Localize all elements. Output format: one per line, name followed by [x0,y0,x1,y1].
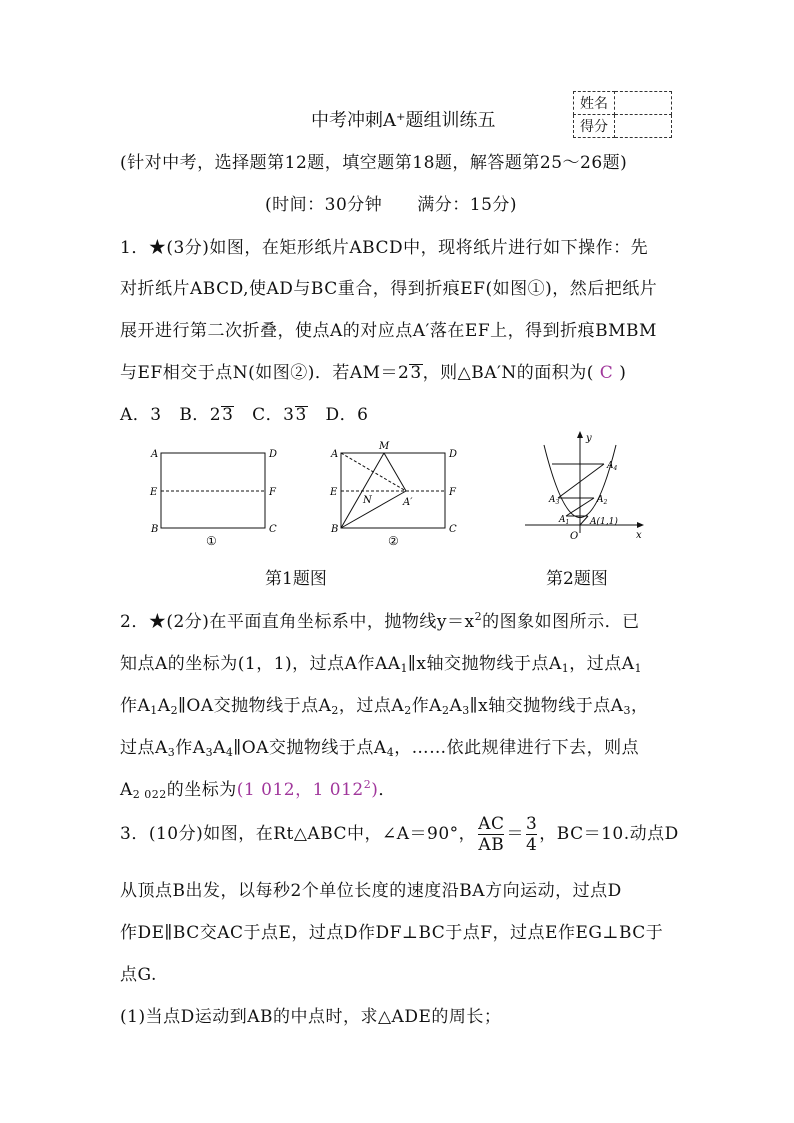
option-b: B．23 [179,405,234,425]
figures [140,425,660,560]
option-a: A．3 [120,405,162,425]
q2-line2: 知点A的坐标为(1，1)，过点A作$AA_1\parallel x$轴交抛物线于点$A_1$，过点$A_1$ [120,654,643,675]
name-score-box [573,91,672,138]
q2-caption: 第2题图 [546,569,608,589]
svg-text:E: E [150,487,158,498]
svg-text:A2: $A_2$ [597,495,608,506]
svg-text:N: N [363,495,372,506]
time-info: (时间：30分钟 满分：15分) [265,195,518,215]
score-label: 得分 [574,115,615,138]
q1-caption: 第1题图 [265,569,327,589]
q1-options [120,400,369,425]
q2-line3: 作$A_1A_2\parallel OA$交抛物线于点$A_2$，过点$A_2$作$A_2A_3\parallel x$轴交抛物线于点$A_3$， [120,696,649,717]
svg-text:F: F [449,487,456,498]
sqrt-symbol: 3 [410,363,422,383]
svg-text:D: D [449,449,458,460]
q3-line4: 点G. [120,965,157,985]
svg-text:A3: $A_3$ [549,495,560,506]
svg-text:A: A [151,449,159,460]
q3-part1: (1)当点D运动到AB的中点时，求△ADE的周长； [120,1007,502,1027]
svg-text:①: ① [206,534,217,548]
page-title: 中考冲刺A⁺题组训练五 [311,110,496,131]
svg-text:②: ② [388,534,399,548]
q2-line1: 2．★(2分)在平面直角坐标系中，抛物线$y=x^2$的图象如图所示．已 [120,610,640,632]
svg-text:C: C [269,524,277,535]
svg-text:A(1,1): A(1,1) [590,517,618,527]
score-field[interactable] [615,115,672,138]
svg-text:B: B [331,524,339,535]
svg-text:x: x [636,530,642,541]
svg-text:A: A [331,449,339,460]
svg-text:C: C [449,524,457,535]
svg-text:M: M [379,441,390,452]
option-c: C．33 [252,405,307,425]
svg-text:O: O [570,531,579,542]
q1-line1: 1．★(3分)如图，在矩形纸片ABCD中，现将纸片进行如下操作：先 [120,238,649,258]
svg-text:D: D [269,449,278,460]
q1-line2: 对折纸片ABCD,使AD与BC重合，得到折痕EF(如图①)，然后把纸片 [120,279,658,299]
scope-line: (针对中考，选择题第12题，填空题第18题，解答题第25～26题) [120,153,628,173]
q1-line3: 展开进行第二次折叠，使点A的对应点A′落在EF上，得到折痕BMBM [120,321,657,341]
option-d: D．6 [325,405,369,425]
q3-line2: 从顶点B出发，以每秒2个单位长度的速度沿BA方向运动，过点D [120,881,622,901]
svg-text:A4: $A_4$ [607,461,618,472]
q2-answer: (1 012，1 $012^2$) [236,778,379,800]
svg-text:E: E [330,487,338,498]
svg-text:A′: A′ [403,497,413,508]
name-label: 姓名 [574,92,615,115]
svg-text:A1: $A_1$ [559,515,570,526]
q1-figure-1 [149,449,277,548]
q1-answer: C [599,363,614,383]
q1-figure-2 [329,441,457,548]
q2-line5: $A_{2 022}$的坐标为(1 012，1 $012^2$)． [120,778,396,801]
q3-line1: 3．(10分)如图，在Rt△ABC中，∠A＝90°， $\frac{AC}{AB}$ ＝ $\frac{3}{4}$ ，BC＝10.动点D [120,814,679,855]
name-field[interactable] [615,92,672,115]
q1-line4: 与EF相交于点N(如图②)．若AM＝23，则△BA′N的面积为( C ) [120,363,627,383]
q2-line4: 过点$A_3$作$A_3A_4\parallel OA$交抛物线于点$A_4$，……依此规律进行下去，则点 [120,738,640,759]
svg-text:B: B [151,524,159,535]
svg-text:F: F [269,487,276,498]
svg-text:y: y [586,433,592,444]
q2-figure [525,431,644,542]
q3-line3: 作DE∥BC交AC于点E，过点D作DF⊥BC于点F，过点E作EG⊥BC于 [120,923,664,943]
